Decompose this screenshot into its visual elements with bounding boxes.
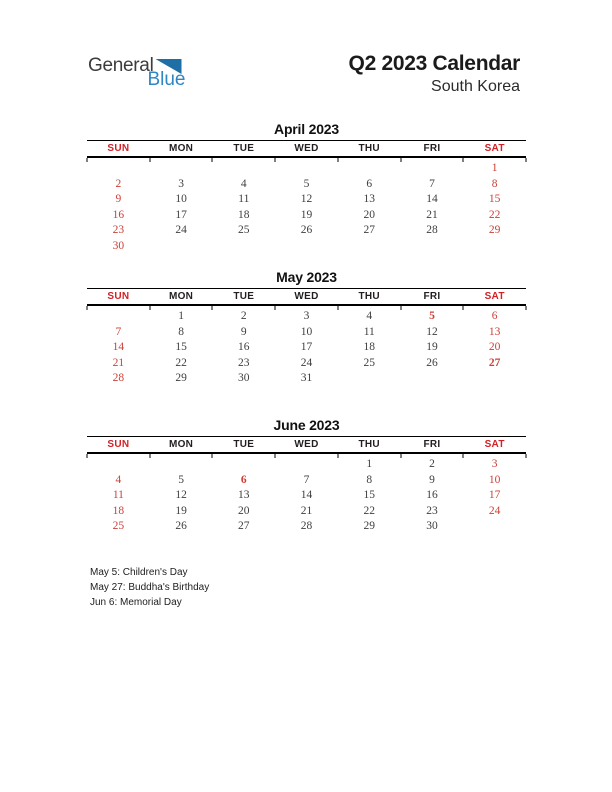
weekday-thu: THU (358, 439, 380, 450)
empty-cell (275, 239, 338, 255)
weekday-wed: WED (294, 291, 319, 302)
date-cell: 16 (238, 341, 250, 354)
date-row (87, 519, 526, 535)
date-row (87, 309, 526, 325)
date-rows (87, 158, 526, 255)
date-cell: 29 (363, 520, 375, 533)
column-tick (337, 158, 338, 162)
date-cell: 2 (240, 310, 247, 322)
date-cell: 20 (363, 208, 375, 221)
general-blue-logo (88, 55, 186, 90)
weekday-sat: SAT (484, 291, 505, 302)
column-tick (149, 306, 150, 310)
weekday-thu: THU (358, 291, 380, 302)
date-row (87, 177, 526, 193)
date-cell: 11 (238, 193, 250, 206)
date-cell: 25 (112, 520, 125, 533)
empty-cell (87, 161, 150, 177)
date-cell: 17 (300, 341, 313, 354)
empty-cell (212, 239, 275, 255)
logo-text-general: General (88, 55, 154, 76)
weekday-sun: SUN (107, 439, 130, 450)
date-cell: 26 (426, 356, 438, 369)
page-subtitle: South Korea (431, 78, 520, 95)
column-tick (400, 454, 401, 458)
weekday-sat: SAT (484, 143, 505, 154)
date-cell: 3 (178, 177, 184, 190)
date-cell: 24 (175, 224, 187, 237)
date-cell: 25 (238, 224, 250, 237)
column-tick (275, 454, 276, 458)
date-cell: 7 (429, 177, 435, 190)
date-row (87, 488, 526, 504)
date-cell: 2 (115, 177, 122, 190)
empty-cell (150, 239, 213, 255)
empty-cell (212, 457, 275, 473)
date-cell: 11 (363, 325, 375, 338)
date-cell: 13 (488, 325, 501, 338)
column-tick (149, 158, 150, 162)
date-cell: 30 (238, 372, 250, 385)
date-row (87, 192, 526, 208)
date-row (87, 325, 526, 341)
date-cell: 1 (366, 458, 373, 470)
date-cell: 10 (175, 193, 187, 206)
date-cell: 20 (238, 504, 250, 517)
weekday-header-row (87, 288, 526, 306)
date-row (87, 356, 526, 372)
column-tick (212, 306, 213, 310)
date-cell: 18 (112, 504, 125, 517)
weekday-wed: WED (294, 143, 319, 154)
weekday-mon: MON (168, 291, 194, 302)
date-cell: 8 (491, 177, 498, 190)
empty-cell (150, 457, 213, 473)
date-cell: 14 (112, 341, 125, 354)
column-tick (87, 158, 88, 162)
month-title: April 2023 (274, 121, 339, 137)
weekday-wed: WED (294, 439, 319, 450)
date-cell: 14 (300, 489, 313, 502)
date-cell: 12 (175, 489, 187, 502)
date-cell: 23 (238, 356, 250, 369)
date-cell: 2 (429, 458, 435, 470)
page-title: Q2 2023 Calendar (348, 52, 520, 75)
date-cell: 27 (238, 520, 250, 533)
weekday-sun: SUN (107, 143, 130, 154)
date-cell: 19 (300, 208, 313, 221)
date-row (87, 161, 526, 177)
date-cell: 17 (488, 489, 501, 502)
date-cell: 20 (488, 341, 501, 354)
weekday-mon: MON (168, 439, 194, 450)
column-tick (400, 306, 401, 310)
column-tick (275, 306, 276, 310)
column-tick (526, 158, 527, 162)
holiday-note: May 27: Buddha's Birthday (90, 582, 210, 593)
date-cell: 23 (426, 504, 438, 517)
empty-cell (463, 371, 526, 387)
date-cell: 26 (300, 224, 313, 237)
date-row (87, 340, 526, 356)
date-cell: 7 (115, 325, 122, 338)
date-cell: 29 (488, 224, 501, 237)
date-row (87, 239, 526, 255)
date-cell: 18 (363, 341, 375, 354)
date-cell: 9 (429, 473, 435, 486)
empty-cell (338, 161, 401, 177)
date-cell: 21 (426, 208, 438, 221)
date-cell: 13 (238, 489, 250, 502)
empty-cell (87, 457, 150, 473)
date-cell: 5 (429, 310, 435, 322)
weekday-tue: TUE (233, 143, 255, 154)
date-cell: 28 (112, 372, 125, 385)
date-cell: 13 (363, 193, 375, 206)
date-cell: 24 (488, 504, 501, 517)
date-cell: 28 (426, 224, 438, 237)
date-cell: 27 (363, 224, 375, 237)
date-cell: 15 (488, 193, 501, 206)
date-row (87, 473, 526, 489)
month-title: June 2023 (273, 417, 340, 433)
date-cell: 6 (366, 177, 373, 190)
weekday-fri: FRI (423, 291, 441, 302)
date-cell: 23 (112, 224, 125, 237)
date-cell: 19 (426, 341, 438, 354)
date-row (87, 457, 526, 473)
logo-text-blue: Blue (147, 69, 186, 90)
column-tick (463, 158, 464, 162)
date-cell: 26 (175, 520, 187, 533)
empty-cell (338, 239, 401, 255)
date-cell: 22 (488, 208, 501, 221)
date-cell: 3 (303, 310, 310, 322)
date-cell: 22 (175, 356, 187, 369)
weekday-thu: THU (358, 143, 380, 154)
calendar-month-april (87, 121, 526, 255)
empty-cell (463, 239, 526, 255)
empty-cell (275, 457, 338, 473)
date-cell: 9 (115, 193, 122, 206)
empty-cell (212, 161, 275, 177)
empty-cell (401, 161, 464, 177)
empty-cell (150, 161, 213, 177)
date-cell: 1 (178, 310, 184, 322)
date-cell: 18 (238, 208, 250, 221)
date-cell: 31 (300, 372, 313, 385)
date-cell: 3 (491, 458, 498, 470)
weekday-sat: SAT (484, 439, 505, 450)
date-cell: 29 (175, 372, 187, 385)
date-cell: 10 (488, 473, 501, 486)
calendar-month-may (87, 269, 526, 387)
month-title: May 2023 (276, 269, 337, 285)
date-row (87, 223, 526, 239)
column-tick (463, 454, 464, 458)
weekday-header-row (87, 140, 526, 158)
empty-cell (401, 371, 464, 387)
column-tick (87, 306, 88, 310)
date-cell: 4 (366, 310, 373, 322)
title-block (349, 53, 520, 96)
empty-cell (275, 161, 338, 177)
column-tick (87, 454, 88, 458)
date-cell: 8 (366, 473, 373, 486)
weekday-fri: FRI (423, 143, 441, 154)
date-cell: 25 (363, 356, 375, 369)
column-tick (337, 306, 338, 310)
date-cell: 1 (491, 162, 498, 174)
empty-cell (401, 239, 464, 255)
date-rows (87, 454, 526, 535)
date-row (87, 208, 526, 224)
holiday-note: Jun 6: Memorial Day (90, 597, 182, 608)
date-cell: 9 (240, 325, 247, 338)
date-cell: 27 (488, 356, 501, 369)
date-cell: 4 (115, 473, 122, 486)
date-row (87, 371, 526, 387)
weekday-sun: SUN (107, 291, 130, 302)
date-cell: 5 (178, 473, 184, 486)
weekday-header-row (87, 436, 526, 454)
date-cell: 19 (175, 504, 187, 517)
date-cell: 16 (112, 208, 125, 221)
weekday-tue: TUE (233, 291, 255, 302)
column-tick (212, 158, 213, 162)
date-row (87, 504, 526, 520)
column-tick (212, 454, 213, 458)
date-cell: 7 (303, 473, 310, 486)
column-tick (526, 306, 527, 310)
date-cell: 6 (491, 310, 498, 322)
date-cell: 4 (240, 177, 247, 190)
date-cell: 21 (300, 504, 313, 517)
empty-cell (463, 519, 526, 535)
date-cell: 11 (112, 489, 124, 502)
empty-cell (87, 309, 150, 325)
weekday-tue: TUE (233, 439, 255, 450)
date-cell: 28 (300, 520, 313, 533)
column-tick (400, 158, 401, 162)
date-cell: 30 (426, 520, 438, 533)
date-cell: 12 (300, 193, 313, 206)
weekday-fri: FRI (423, 439, 441, 450)
calendar-month-june (87, 417, 526, 535)
date-cell: 6 (240, 473, 247, 486)
holiday-note: May 5: Children's Day (90, 567, 188, 578)
date-cell: 21 (112, 356, 125, 369)
date-cell: 5 (303, 177, 310, 190)
column-tick (149, 454, 150, 458)
date-cell: 15 (363, 489, 375, 502)
date-cell: 10 (300, 325, 313, 338)
weekday-mon: MON (168, 143, 194, 154)
date-cell: 15 (175, 341, 187, 354)
date-cell: 22 (363, 504, 375, 517)
date-cell: 30 (112, 239, 125, 252)
column-tick (337, 454, 338, 458)
date-cell: 17 (175, 208, 187, 221)
empty-cell (338, 371, 401, 387)
column-tick (275, 158, 276, 162)
date-cell: 8 (178, 325, 184, 338)
date-cell: 14 (426, 193, 438, 206)
holiday-notes-list (90, 565, 209, 610)
column-tick (526, 454, 527, 458)
date-rows (87, 306, 526, 387)
column-tick (463, 306, 464, 310)
date-cell: 16 (426, 489, 438, 502)
date-cell: 24 (300, 356, 313, 369)
date-cell: 12 (426, 325, 438, 338)
